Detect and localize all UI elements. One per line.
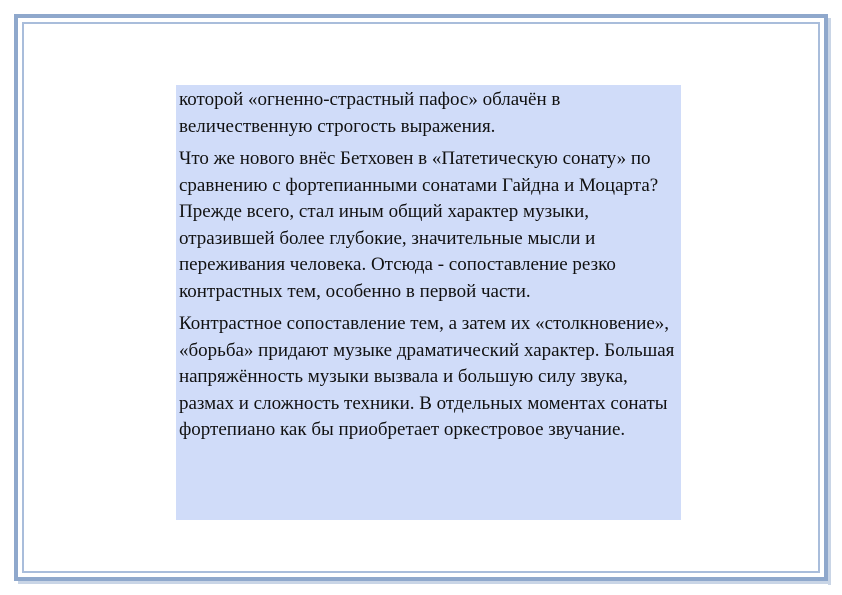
paragraph-3: Контрастное сопоставление тем, а затем их «столкновение», «борьба» придают музыке драматический характер. Большая напряжённость музыки вызвала и большую силу звука, размах и сложность техники. В отдельных моментах сонаты фортепиано как бы приобретает оркестровое звучание. [179, 313, 675, 440]
text-box [176, 85, 681, 520]
paragraph-2: Что же нового внёс Бетховен в «Патетическую сонату» по сравнению с фортепианными сонатами Гайдна и Моцарта? Прежде всего, стал иным общий характер музыки, отразившей более глубокие, значительные мысли и переживания человека. Отсюда - сопоставление резко контрастных тем, особенно в первой части. [179, 148, 659, 302]
paragraph-1: которой «огненно-страстный пафос» облачён в величественную строгость выражения. [179, 89, 561, 137]
frame-shadow-right [828, 18, 831, 585]
frame-shadow-bottom [18, 581, 831, 584]
